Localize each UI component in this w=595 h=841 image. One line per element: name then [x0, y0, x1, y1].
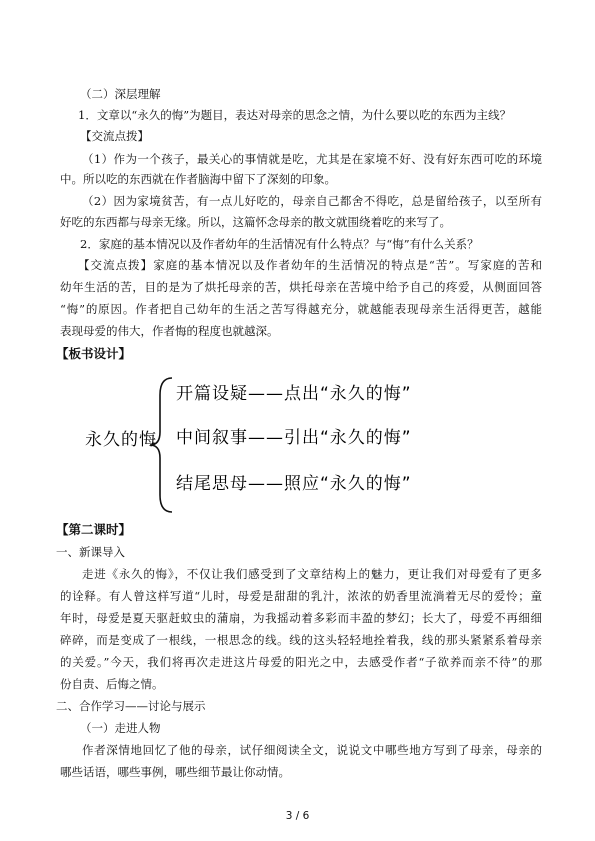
- board-row-middle: 中间叙事——引出“永久的悔”: [176, 428, 412, 448]
- intro-line-5: 的关爱。”今天，我们将再次走进这片母爱的阳光之中，去感受作者“子欲养而亲不待”的那: [60, 655, 542, 669]
- section-1-title: 一、新课导入: [56, 545, 125, 559]
- intro-line-4: 碎碎，而是变成了一根线，一根思念的线。线的这头轻轻地拴着我，线的那头紧紧系着母亲: [60, 633, 542, 647]
- answer-3-line-4: 表现母爱的伟大，作者悔的程度也就越深。: [60, 324, 279, 338]
- board-row-opening: 开篇设疑——点出“永久的悔”: [176, 384, 412, 404]
- discussion-tip-label: 【交流点拨】: [80, 129, 149, 143]
- answer-3-line-3: “悔”的原因。作者把自己幼年的生活之苦写得越充分，就越能表现母亲生活得更苦，越能: [60, 302, 542, 316]
- lesson-2-heading: 【第二课时】: [56, 522, 132, 537]
- board-row-ending: 结尾思母——照应“永久的悔”: [176, 474, 412, 494]
- answer-1-line-1: （1）作为一个孩子，最关心的事情就是吃，尤其是在家境不好、没有好东西可吃的环境: [82, 152, 542, 166]
- reading-task-line-2: 哪些话语，哪些事例，哪些细节最让你动情。: [60, 765, 290, 779]
- answer-3-line-1: 【交流点拨】家庭的基本情况以及作者幼年的生活情况的特点是“苦”。写家庭的苦和: [78, 258, 542, 272]
- answer-2-line-1: （2）因为家境贫苦，有一点儿好吃的，母亲自己都舍不得吃，总是留给孩子，以至所有: [82, 194, 542, 208]
- board-design-heading: 【板书设计】: [56, 346, 132, 361]
- answer-3-line-2: 幼年生活的苦，目的是为了烘托母亲的苦，烘托母亲在苦境中给予自己的疼爱，从侧面回答: [60, 280, 542, 294]
- reading-task-line-1: 作者深情地回忆了他的母亲，试仔细阅读全文，说说文中哪些地方写到了母亲，母亲的: [82, 743, 542, 757]
- intro-line-1: 走进《永久的悔》，不仅让我们感受到了文章结构上的魅力，更让我们对母爱有了更多: [82, 567, 542, 581]
- board-brace: [150, 378, 172, 512]
- intro-line-3: 年时，母爱是夏天驱赶蚊虫的蒲扇，为我摇动着多彩而丰盈的梦幻；长大了，母爱不再细细: [60, 611, 542, 625]
- intro-line-6: 份自责、后悔之情。: [60, 677, 164, 691]
- intro-line-2: 的诠释。有人曾这样写道“儿时，母爱是甜甜的乳汁，浓浓的奶香里流淌着无尽的爱怜；童: [60, 589, 542, 603]
- subsection-characters: （一）走进人物: [80, 721, 161, 735]
- page-number: 3 / 6: [285, 810, 310, 822]
- answer-2-line-2: 好吃的东西都与母亲无缘。所以，这篇怀念母亲的散文就围绕着吃的来写了。: [60, 215, 451, 229]
- section-deep-understanding: （二）深层理解: [80, 87, 161, 101]
- board-root: 永久的悔: [85, 430, 157, 450]
- answer-1-line-2: 中。所以吃的东西就在作者脑海中留下了深刻的印象。: [60, 172, 336, 186]
- question-2: 2．家庭的基本情况以及作者幼年的生活情况有什么特点？与“悔”有什么关系？: [80, 237, 479, 251]
- question-1: 1．文章以“永久的悔”为题目，表达对母亲的思念之情，为什么要以吃的东西为主线？: [78, 108, 512, 122]
- section-2-title: 二、合作学习——讨论与展示: [56, 699, 206, 713]
